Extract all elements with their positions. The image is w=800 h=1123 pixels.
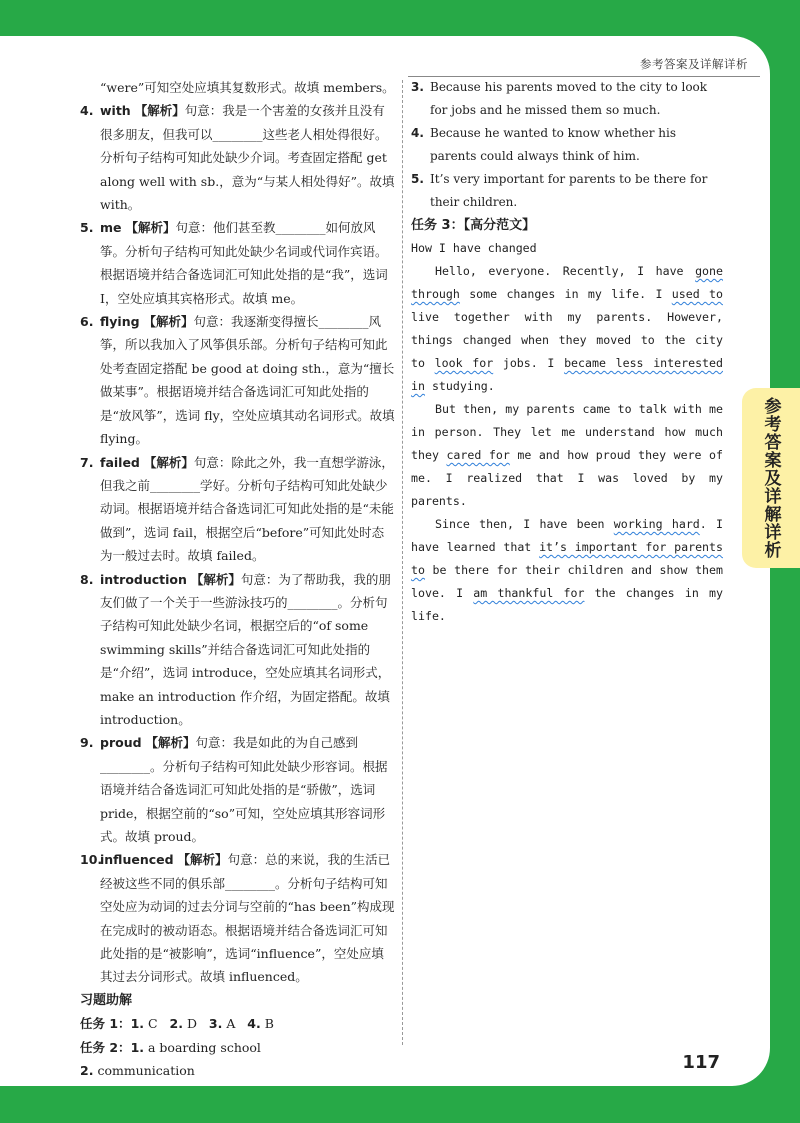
essay-paragraph-2 xyxy=(411,398,723,513)
item-number: 6. xyxy=(80,314,94,330)
essay-text: some changes in my life. I xyxy=(459,287,672,301)
essay-paragraph-3 xyxy=(411,513,723,628)
task2-num: 1. xyxy=(130,1039,145,1055)
task2-value: communication xyxy=(97,1063,195,1079)
item-answer: with xyxy=(100,103,131,119)
task1-num: 2. xyxy=(169,1016,183,1032)
essay-paragraph-1 xyxy=(411,260,723,398)
highlighted-phrase: became less interested in xyxy=(411,356,723,393)
item-tag: 【解析】 xyxy=(190,571,241,587)
item-tag: 【解析】 xyxy=(143,454,194,470)
item-explanation: 句意：总的来说，我的生活已经被这些不同的俱乐部________。分析句子结构可知空处应为动词的过去分词与空前的“has been”构成现在完成时的被动语态。根据语境并结合备选词汇可知此处指的是“被影响”，选词“influence”，空处应填其过去分词形式。故填 influenced。 xyxy=(100,852,395,985)
item-explanation: 句意：我是如此的为自己感到________。分析句子结构可知此处缺少形容词。根据语境并结合备选词汇可知此处指的是“骄傲”，选词 pride，根据空前的“so”可知，空处应填其形容词形式。故填 proud。 xyxy=(100,735,388,844)
highlighted-phrase: cared for xyxy=(446,448,510,462)
column-divider xyxy=(402,80,403,1045)
item-number: 4. xyxy=(80,103,94,119)
item-number: 7. xyxy=(80,454,94,470)
item-tag: 【解析】 xyxy=(143,314,194,330)
highlighted-phrase: it’s important for parents to xyxy=(411,540,723,577)
item-explanation: 句意：为了帮助我，我的朋友们做了一个关于一些游泳技巧的________。分析句子结构可知此处缺少名词，根据空后的“of some swimming skills”并结合备选词汇可知此处指的是“介绍”，选词 introduce，空处应填其名词形式，make an introduction 作介绍，为固定搭配。故填 introduction。 xyxy=(100,571,391,727)
header-title: 参考答案及详解详析 xyxy=(640,57,748,71)
item-explanation: 句意：我逐渐变得擅长________风筝，所以我加入了风筝俱乐部。分析句子结构可知此处考查固定搭配 be good at doing sth.，意为“擅长做某事”。根据语境并结合备选词汇可知此处指的是“放风筝”，选词 fly，空处应填其动名词形式。故填 flying。 xyxy=(100,314,395,447)
item-number: 5. xyxy=(80,220,94,236)
item-tag: 【解析】 xyxy=(134,103,185,119)
item-answer: introduction xyxy=(100,571,187,587)
task1-answers xyxy=(80,1012,395,1035)
task3-label: 任务 3：【高分范文】 xyxy=(411,218,536,233)
essay-text: But then, my parents came to talk with me in person. They let me understand how much they xyxy=(411,402,723,462)
right-column xyxy=(411,76,723,628)
essay-text: Hello, everyone. Recently, I have xyxy=(435,264,696,278)
highlighted-phrase: used to xyxy=(671,287,723,301)
task1-num: 3. xyxy=(208,1016,223,1032)
item-text: It’s very important for parents to be there for their children. xyxy=(430,172,708,209)
item-answer: failed xyxy=(100,454,140,470)
essay-text: be there for their children and show them love. I xyxy=(411,563,723,600)
section-side-tab xyxy=(742,388,800,568)
item-number: 5. xyxy=(411,172,424,186)
item-answer: proud xyxy=(100,735,142,751)
lead-line: “were”可知空处应填其复数形式。故填 members。 xyxy=(100,80,395,95)
highlighted-phrase: am thankful for xyxy=(473,586,585,600)
item-tag: 【解析】 xyxy=(125,220,176,236)
task2-label: 任务 2： xyxy=(80,1039,131,1055)
task2-num: 2. xyxy=(80,1063,94,1079)
item-text: Because he wanted to know whether his parents could always think of him. xyxy=(430,126,677,163)
highlighted-phrase: working hard xyxy=(613,517,700,531)
item-explanation: 句意：我是一个害羞的女孩并且没有很多朋友，但我可以________这些老人相处得很好。分析句子结构可知此处缺少介词。考查固定搭配 get along well with sb.，意为“与某人相处得好”。故填 with。 xyxy=(100,103,395,213)
short-answer-3 xyxy=(411,76,723,122)
answer-item-10 xyxy=(80,848,395,988)
side-tab-label: 参考答案及详解详析 xyxy=(760,397,781,559)
model-essay xyxy=(411,237,723,628)
answer-item-6 xyxy=(80,310,395,450)
short-answer-5 xyxy=(411,168,723,214)
task1-label: 任务 1： xyxy=(80,1016,131,1032)
task1-value: A xyxy=(226,1016,236,1032)
task1-value: B xyxy=(264,1016,274,1032)
essay-text: live together with my parents. However, things changed when they moved to the city to xyxy=(411,310,723,370)
item-number: 4. xyxy=(411,126,424,140)
essay-text: jobs. I xyxy=(493,356,565,370)
task1-num: 4. xyxy=(247,1016,261,1032)
task1-value: D xyxy=(186,1016,197,1032)
highlighted-phrase: gone through xyxy=(411,264,723,301)
essay-text: the changes in my life. xyxy=(411,586,723,623)
left-column xyxy=(80,76,395,1082)
answer-item-9 xyxy=(80,731,395,848)
item-explanation: 句意：他们甚至教________如何放风筝。分析句子结构可知此处缺少名词或代词作宾语。根据语境并结合备选词汇可知此处指的是“我”，选词 I，空处应填其宾格形式。故填 me。 xyxy=(100,220,388,306)
answer-item-5 xyxy=(80,216,395,310)
essay-title: How I have changed xyxy=(411,241,537,255)
answer-item-4 xyxy=(80,99,395,216)
essay-text: Since then, I have been xyxy=(435,517,614,531)
answer-item-7 xyxy=(80,451,395,568)
task1-num: 1. xyxy=(130,1016,145,1032)
item-tag: 【解析】 xyxy=(177,852,228,868)
item-answer: flying xyxy=(100,314,140,330)
task2-value: a boarding school xyxy=(148,1039,261,1055)
item-number: 10. xyxy=(80,852,103,868)
essay-text: . I have learned that xyxy=(411,517,723,554)
item-number: 8. xyxy=(80,571,94,587)
item-number: 9. xyxy=(80,735,94,751)
item-answer: influenced xyxy=(100,852,174,868)
item-tag: 【解析】 xyxy=(145,735,196,751)
task1-value: C xyxy=(148,1016,158,1032)
essay-text: me and how proud they were of me. I realized that I was loved by my parents. xyxy=(411,448,724,508)
item-explanation: 句意：除此之外，我一直想学游泳，但我之前________学好。分析句子结构可知此处缺少动词。根据语境并结合备选词汇可知此处指的是“未能做到”，选词 fail，根据空后“before”可知此处时态为一般过去时。故填 failed。 xyxy=(100,454,394,564)
page-number: 117 xyxy=(682,1052,720,1073)
help-section-title: 习题助解 xyxy=(80,992,133,1008)
essay-text: studying. xyxy=(424,379,495,393)
answer-item-8 xyxy=(80,568,395,732)
task2-answer-1 xyxy=(80,1036,395,1059)
short-answer-4 xyxy=(411,122,723,168)
item-answer: me xyxy=(100,220,122,236)
task2-answer-2 xyxy=(80,1059,395,1082)
item-number: 3. xyxy=(411,80,424,94)
item-text: Because his parents moved to the city to look for jobs and he missed them so much. xyxy=(430,80,708,117)
highlighted-phrase: look for xyxy=(434,356,494,370)
